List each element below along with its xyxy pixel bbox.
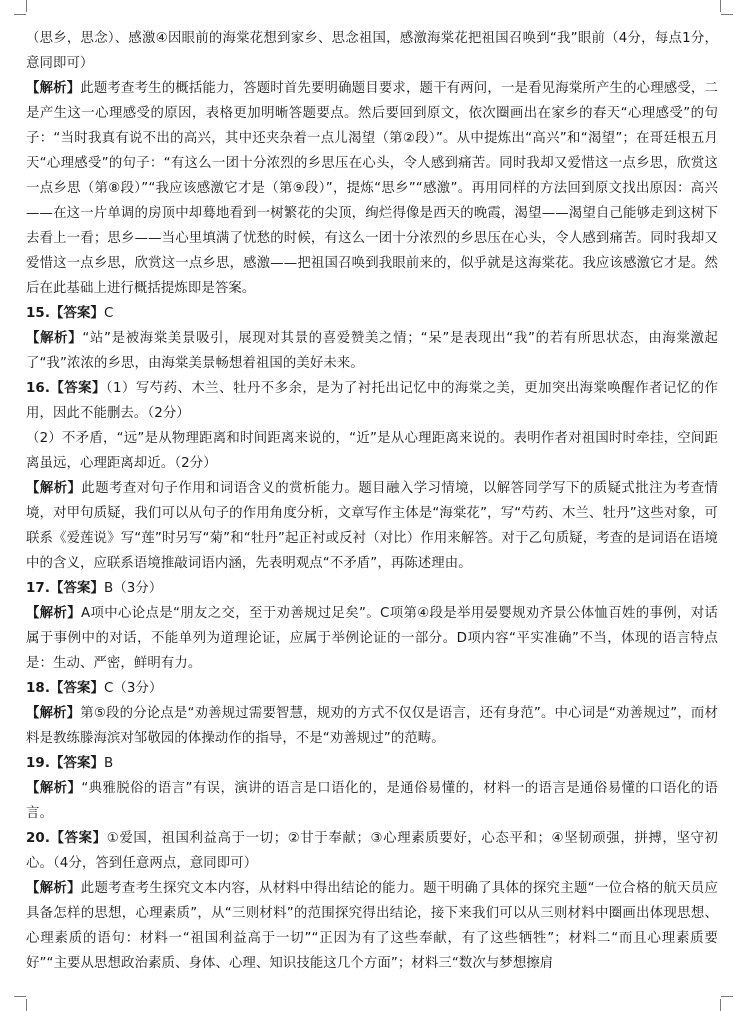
crop-mark-top-left <box>26 0 39 12</box>
paragraph-text: “典雅脱俗的语言”有误，演讲的语言是口语化的，是通俗易懂的，材料一的语言是通俗易懂的口语化的语言。 <box>26 781 718 821</box>
paragraph-text: 第⑤段的分论点是“劝善规过需要智慧，规劝的方式不仅仅是语言，还有身范”。中心词是“劝善规过”，而材料是教练滕海滨对邹敬园的体操动作的指导，不是“劝善规过”的范畴。 <box>26 706 718 746</box>
paragraph-tag: 【解析】 <box>26 706 81 721</box>
paragraph-14 <box>26 876 718 976</box>
paragraph-1 <box>26 76 718 301</box>
paragraph-text: A项中心论点是“朋友之交，至于劝善规过足矣”。C项第④段是举用晏婴规劝齐景公体恤百姓的事例，对话属于事例中的对话，不能单列为道理论证，应属于举例论证的一部分。D项内容“平实准确”不当，体现的语言特点是：生动、严密，鲜明有力。 <box>26 606 719 671</box>
crop-mark-bottom-right <box>708 999 721 1011</box>
paragraph-tag: 【解析】 <box>26 606 81 621</box>
paragraph-tag: 20.【答案】 <box>26 831 107 846</box>
paragraph-tag: 18.【答案】 <box>26 681 104 696</box>
paragraph-text: （1）写芍药、木兰、牡丹不多余，是为了衬托出记忆中的海棠之美，更加突出海棠唤醒作者记忆的作用，因此不能删去。（2分） <box>26 381 718 421</box>
crop-mark-top-right-h <box>721 14 733 15</box>
answer-key-page <box>26 26 718 976</box>
paragraph-0 <box>26 26 718 76</box>
paragraph-text: 此题考查对句子作用和词语含义的赏析能力。题目融入学习情境，以解答同学写下的质疑式批注为考查情境，对甲句质疑，我们可以从句子的作用角度分析，文章写作主体是“海棠花”，写“芍药、木兰、牡丹”这些对象，可联系《爱莲说》写“莲”时另写“菊”和“牡丹”起正衬或反衬（对比）作用来解答。对于乙句质疑，考查的是词语在语境中的含义，应联系语境推敲词语内涵，先表明观点“不矛盾”，再陈述理由。 <box>26 481 718 571</box>
paragraph-text: B（3分） <box>103 581 163 596</box>
paragraph-4 <box>26 376 718 426</box>
paragraph-tag: 【解析】 <box>26 781 82 796</box>
paragraph-11 <box>26 751 718 776</box>
paragraph-text: C <box>103 306 114 321</box>
crop-mark-bottom-right-h <box>721 996 733 997</box>
paragraph-3 <box>26 326 718 376</box>
paragraph-7 <box>26 576 718 601</box>
paragraph-tag: 19.【答案】 <box>26 756 104 771</box>
paragraph-tag: 17.【答案】 <box>26 581 104 596</box>
paragraph-text: （思乡，思念）、感激④因眼前的海棠花想到家乡、思念祖国，感激海棠花把祖国召唤到“我”眼前（4分，每点1分，意同即可） <box>26 31 718 71</box>
paragraph-text: ①爱国，祖国利益高于一切；②甘于奉献；③心理素质要好，心态平和；④坚韧顽强，拼搏，坚守初心。（4分，答到任意两点，意同即可） <box>26 831 719 871</box>
paragraph-text: C（3分） <box>103 681 163 696</box>
crop-mark-bottom-left <box>26 999 39 1011</box>
crop-mark-top-left-h <box>14 14 26 15</box>
paragraph-text: 此题考查考生探究文本内容，从材料中得出结论的能力。题干明确了具体的探究主题“一位合格的航天员应具备怎样的思想，心理素质”，从“三则材料”的范围探究得出结论，接下来我们可以从三则材料中圈画出体现思想、心理素质的语句：材料一“祖国利益高于一切”“正因为有了这些奉献，有了这些牺牲”；材料二“而且心理素质要好”“主要从思想政治素质、身体、心理、知识技能这几个方面”；材料三“数次与梦想擦肩 <box>26 881 718 971</box>
paragraph-12 <box>26 776 718 826</box>
paragraph-text: 此题考查考生的概括能力，答题时首先要明确题目要求，题干有两问，一是看见海棠所产生的心理感受，二是产生这一心理感受的原因，表格更加明晰答题要点。然后要回到原文，依次圈画出在家乡的春天“心理感受”的句子：“当时我真有说不出的高兴，其中还夹杂着一点儿渴望（第②段）”。从中提炼出“高兴”和“渴望”；在哥廷根五月天“心理感受”的句子：“有这么一团十分浓烈的乡思压在心头，令人感到痛苦。同时我却又爱惜这一点乡思，欣赏这一点乡思（第⑧段）”“我应该感激它才是（第⑨段）”，提炼“思乡”“感激”。再用同样的方法回到原文找出原因：高兴——在这一片单调的房顶中却蓦地看到一树繁花的尖顶，绚烂得像是西天的晚霞，渴望——渴望自己能够走到这树下去看上一看；思乡——当心里填满了忧愁的时候，有这么一团十分浓烈的乡思压在心头，令人感到痛苦。同时我却又爱惜这一点乡思，欣赏这一点乡思，感激——把祖国召唤到我眼前来的，似乎就是这海棠花。我应该感激它才是。然后在此基础上进行概括提炼即是答案。 <box>26 81 718 296</box>
paragraph-10 <box>26 701 718 751</box>
paragraph-tag: 【解析】 <box>26 481 82 496</box>
paragraph-tag: 【解析】 <box>26 81 81 96</box>
paragraph-text: （2）不矛盾，“远”是从物理距离和时间距离来说的，“近”是从心理距离来说的。表明作者对祖国时时牵挂，空间距离虽远，心理距离却近。（2分） <box>26 431 718 471</box>
paragraph-2 <box>26 301 718 326</box>
paragraph-13 <box>26 826 718 876</box>
paragraph-6 <box>26 476 718 576</box>
paragraph-5 <box>26 426 718 476</box>
paragraph-9 <box>26 676 718 701</box>
paragraph-tag: 【解析】 <box>26 331 83 346</box>
paragraph-tag: 16.【答案】 <box>26 381 106 396</box>
paragraph-8 <box>26 601 718 676</box>
paragraph-text: “站”是被海棠美景吸引，展现对其景的喜爱赞美之情；“呆”是表现出“我”的若有所思状态，由海棠激起了“我”浓浓的乡思，由海棠美景畅想着祖国的美好未来。 <box>26 331 719 371</box>
paragraph-tag: 15.【答案】 <box>26 306 104 321</box>
paragraph-tag: 【解析】 <box>26 881 81 896</box>
crop-mark-top-right <box>708 0 721 12</box>
crop-mark-bottom-left-h <box>14 996 26 997</box>
paragraph-text: B <box>103 756 114 771</box>
